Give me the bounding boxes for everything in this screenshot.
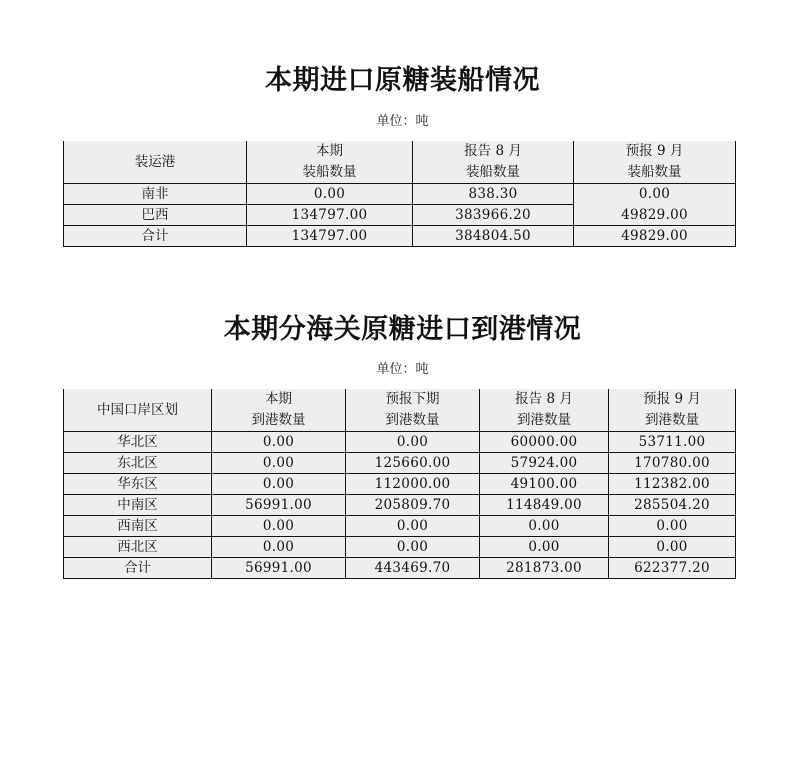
table-total-row: [64, 558, 736, 579]
forecast-sep-cell: 53711.00: [609, 432, 736, 453]
current-cell: 0.00: [212, 453, 346, 474]
table-header-row: [64, 389, 736, 432]
table-row: [64, 184, 736, 205]
forecast-sep-cell: 0.00: [609, 516, 736, 537]
forecast-sep-cell: 112382.00: [609, 474, 736, 495]
forecast-next-cell: 0.00: [346, 432, 480, 453]
header-report-aug: 报告 8 月 到港数量: [480, 389, 609, 432]
forecast-next-cell: 125660.00: [346, 453, 480, 474]
region-cell: 东北区: [64, 453, 212, 474]
current-cell: 134797.00: [247, 226, 413, 247]
table-row: [64, 205, 736, 226]
current-cell: 0.00: [247, 184, 413, 205]
current-cell: 0.00: [212, 516, 346, 537]
header-current-shipment: 本期 装船数量: [247, 141, 413, 184]
forecast-sep-cell: 285504.20: [609, 495, 736, 516]
header-current-arrival: 本期 到港数量: [212, 389, 346, 432]
current-cell: 0.00: [212, 432, 346, 453]
port-cell: 合计: [64, 226, 247, 247]
header-forecast-next: 预报下期 到港数量: [346, 389, 480, 432]
shipment-table: [63, 141, 736, 247]
region-cell: 西北区: [64, 537, 212, 558]
table-row: [64, 537, 736, 558]
shipment-table-title: 本期进口原糖装船情况: [265, 65, 540, 96]
report-aug-cell: 281873.00: [480, 558, 609, 579]
arrival-unit-label: 单位：吨: [376, 362, 429, 377]
port-cell: 巴西: [64, 205, 247, 226]
report-aug-cell: 0.00: [480, 537, 609, 558]
report-aug-cell: 114849.00: [480, 495, 609, 516]
table-total-row: [64, 226, 736, 247]
header-report-aug: 报告 8 月 装船数量: [413, 141, 574, 184]
region-cell: 合计: [64, 558, 212, 579]
table-header-row: [64, 141, 736, 184]
arrival-table: [63, 389, 736, 579]
report-aug-cell: 383966.20: [413, 205, 574, 226]
forecast-sep-cell: 0.00: [574, 184, 736, 205]
current-cell: 134797.00: [247, 205, 413, 226]
region-cell: 西南区: [64, 516, 212, 537]
current-cell: 56991.00: [212, 495, 346, 516]
current-cell: 56991.00: [212, 558, 346, 579]
region-cell: 华北区: [64, 432, 212, 453]
table-row: [64, 474, 736, 495]
forecast-sep-cell: 49829.00: [574, 205, 736, 226]
table-row: [64, 453, 736, 474]
forecast-sep-cell: 622377.20: [609, 558, 736, 579]
report-aug-cell: 0.00: [480, 516, 609, 537]
forecast-next-cell: 0.00: [346, 516, 480, 537]
forecast-sep-cell: 170780.00: [609, 453, 736, 474]
header-forecast-sep: 预报 9 月 装船数量: [574, 141, 736, 184]
forecast-sep-cell: 49829.00: [574, 226, 736, 247]
forecast-next-cell: 205809.70: [346, 495, 480, 516]
table-row: [64, 516, 736, 537]
table-row: [64, 432, 736, 453]
region-cell: 华东区: [64, 474, 212, 495]
report-aug-cell: 57924.00: [480, 453, 609, 474]
table-row: [64, 495, 736, 516]
header-port: 装运港: [64, 141, 247, 184]
forecast-next-cell: 0.00: [346, 537, 480, 558]
port-cell: 南非: [64, 184, 247, 205]
header-forecast-sep: 预报 9 月 到港数量: [609, 389, 736, 432]
forecast-next-cell: 443469.70: [346, 558, 480, 579]
forecast-next-cell: 112000.00: [346, 474, 480, 495]
report-aug-cell: 838.30: [413, 184, 574, 205]
arrival-table-title: 本期分海关原糖进口到港情况: [223, 314, 582, 345]
forecast-sep-cell: 0.00: [609, 537, 736, 558]
report-aug-cell: 60000.00: [480, 432, 609, 453]
shipment-unit-label: 单位：吨: [376, 114, 429, 129]
region-cell: 中南区: [64, 495, 212, 516]
report-aug-cell: 384804.50: [413, 226, 574, 247]
current-cell: 0.00: [212, 537, 346, 558]
header-region: 中国口岸区划: [64, 389, 212, 432]
current-cell: 0.00: [212, 474, 346, 495]
report-aug-cell: 49100.00: [480, 474, 609, 495]
